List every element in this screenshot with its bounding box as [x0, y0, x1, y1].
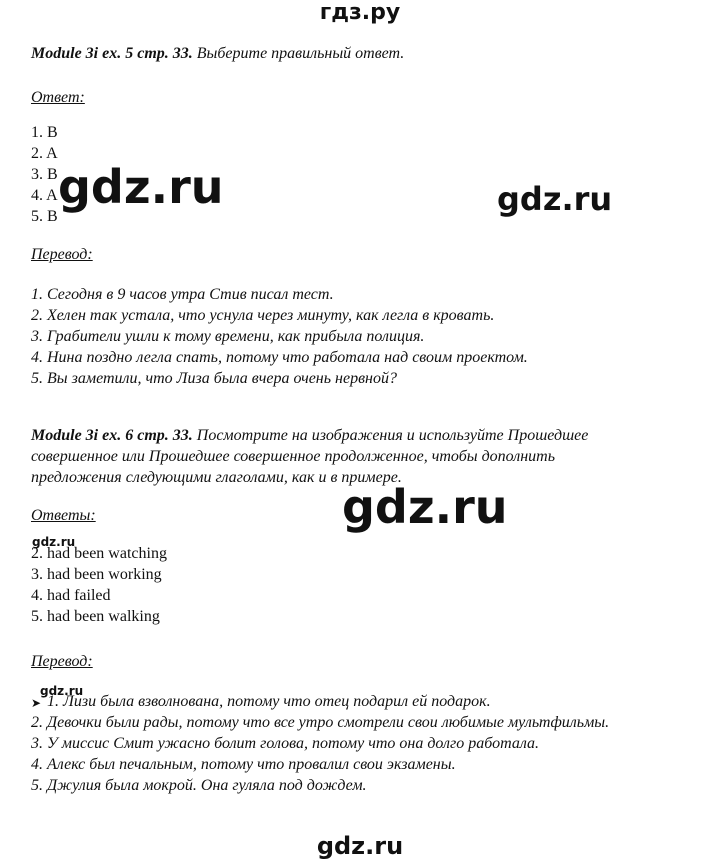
task6-label: Module 3i ex. 6 стр. 33.: [31, 427, 193, 444]
translation-line: 1. Сегодня в 9 часов утра Стив писал тест.: [31, 286, 334, 303]
translation-line: 4. Алекс был печальным, потому что провалил свои экзамены.: [31, 756, 456, 773]
task6-translation-heading: Перевод:: [31, 653, 93, 670]
translation-line: 5. Джулия была мокрой. Она гуляла под дождем.: [31, 777, 367, 794]
task5-title: [31, 43, 404, 64]
translation-line-text: 1. Лизи была взволнована, потому что отец подарил ей подарок.: [47, 693, 491, 710]
watermark-small: gdz.ru: [32, 535, 76, 549]
task6-title: [31, 425, 588, 488]
task5-answers: [31, 122, 58, 227]
answer-item: 4. had failed: [31, 587, 111, 604]
answer-item: 3. had been working: [31, 566, 162, 583]
watermark-small: gdz.ru: [40, 684, 84, 698]
answer-item: 5. had been walking: [31, 608, 160, 625]
task6-instruction-line: предложения следующими глаголами, как и в примере.: [31, 469, 402, 486]
task5-instruction: Выберите правильный ответ.: [196, 45, 405, 62]
answer-item: 5. B: [31, 208, 58, 225]
translation-line: 4. Нина поздно легла спать, потому что работала над своим проектом.: [31, 349, 528, 366]
task5-translation: [31, 284, 528, 389]
translation-line: 2. Хелен так устала, что уснула через минуту, как легла в кровать.: [31, 307, 495, 324]
watermark-large: gdz.ru: [342, 480, 508, 534]
translation-line: [31, 691, 609, 712]
answer-item: 2. had been watching: [31, 545, 167, 562]
site-header: гдз.ру: [319, 0, 401, 25]
translation-line: 2. Девочки были рады, потому что все утро смотрели свои любимые мультфильмы.: [31, 714, 610, 731]
translation-line: 3. У миссис Смит ужасно болит голова, потому что она долго работала.: [31, 735, 540, 752]
task5-label: Module 3i ex. 5 стр. 33.: [31, 45, 193, 62]
answer-item: 2. A: [31, 145, 58, 162]
translation-line: 3. Грабители ушли к тому времени, как прибыла полиция.: [31, 328, 425, 345]
task6-answer-heading: Ответы:: [31, 507, 96, 524]
task5-answer-heading: Ответ:: [31, 89, 85, 106]
answer-item: 3. B: [31, 166, 58, 183]
task6-translation: [31, 691, 609, 796]
task6-instruction-line: совершенное или Прошедшее совершенное продолженное, чтобы дополнить: [31, 448, 556, 465]
watermark-footer: gdz.ru: [316, 832, 404, 860]
watermark-large: gdz.ru: [58, 160, 224, 214]
answer-item: 4. A: [31, 187, 58, 204]
task5-translation-heading: Перевод:: [31, 246, 93, 263]
arrow-bullet-icon: ➤: [31, 696, 42, 710]
task6-instruction-line: Посмотрите на изображения и используйте Прошедшее: [196, 427, 589, 444]
translation-line: 5. Вы заметили, что Лиза была вчера очень нервной?: [31, 370, 397, 387]
watermark-medium: gdz.ru: [497, 180, 613, 218]
task6-answers: [31, 543, 167, 627]
answer-item: 1. B: [31, 124, 58, 141]
